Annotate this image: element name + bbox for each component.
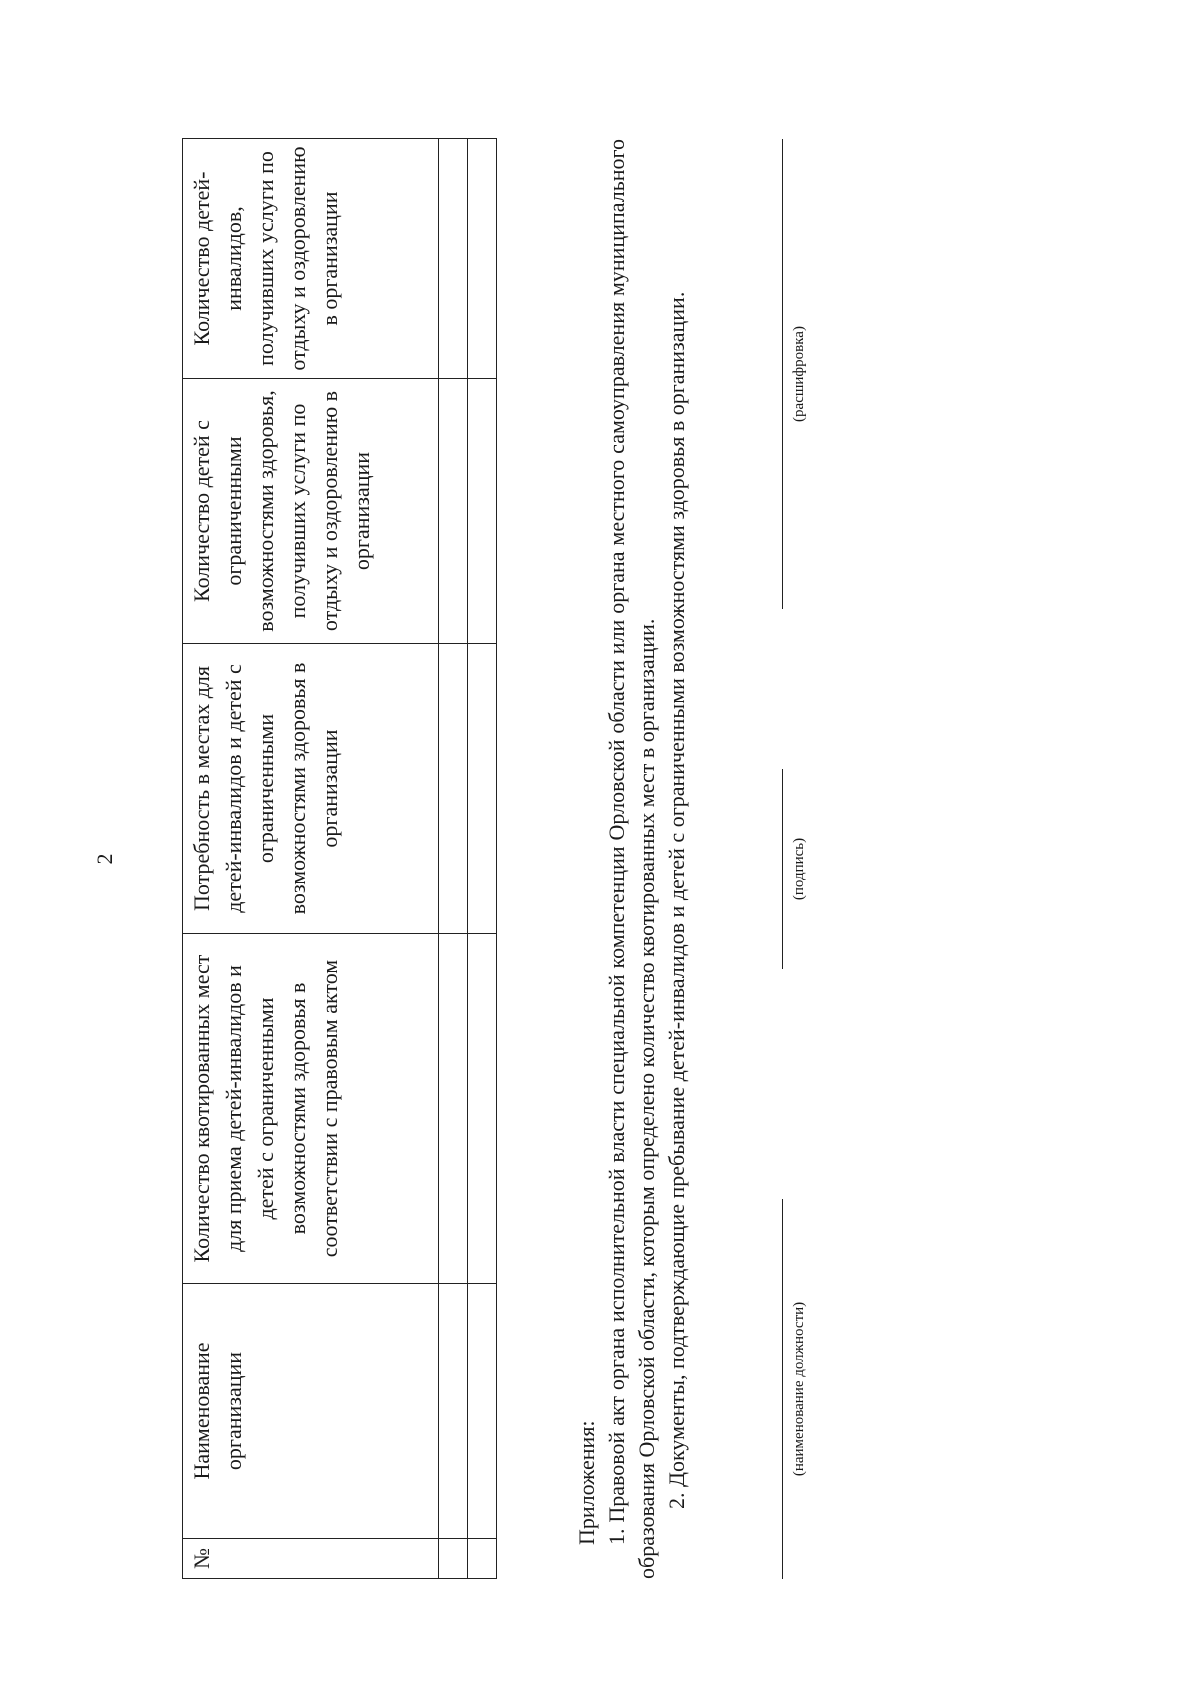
signature-caption: (подпись) xyxy=(791,837,807,901)
table-cell xyxy=(439,139,468,379)
position-caption: (наименование должности) xyxy=(791,1301,807,1477)
column-header-places-need: Потребность в местах для детей-инвалидов и детей с ограниченными возможностями здоровья в организации xyxy=(183,644,439,934)
landscape-page xyxy=(92,109,922,1609)
page-number: 2 xyxy=(92,853,117,865)
table-cell xyxy=(468,1284,497,1539)
table-cell xyxy=(468,139,497,379)
table-cell xyxy=(439,644,468,934)
table-row xyxy=(439,139,468,1579)
column-header-children-hlth-count: Количество детей с ограниченными возможностями здоровья, получивших услуги по отдыху и оздоровлению в организации xyxy=(183,379,439,644)
decoding-signature-line xyxy=(782,139,823,609)
table-cell xyxy=(439,1284,468,1539)
table-header-row xyxy=(183,139,439,1579)
table-cell xyxy=(468,644,497,934)
table-row xyxy=(468,139,497,1579)
table-cell xyxy=(439,379,468,644)
attachments-heading: Приложения: xyxy=(574,1420,599,1545)
table-cell xyxy=(468,379,497,644)
data-table xyxy=(182,138,497,1579)
signature-line xyxy=(782,769,823,969)
column-header-quota-places: Количество квотированных мест для приема детей-инвалидов и детей с ограниченными возможностями здоровья в соответствии с правовым актом xyxy=(183,934,439,1284)
column-header-number: № xyxy=(183,1539,439,1579)
table-cell xyxy=(468,1539,497,1579)
table-cell xyxy=(439,934,468,1284)
position-signature-line xyxy=(782,1199,823,1579)
column-header-organization: Наименование организации xyxy=(183,1284,439,1539)
attachments-section xyxy=(572,139,692,1579)
column-header-disabled-children-count: Количество детей-инвалидов, получивших услуги по отдыху и оздоровлению в организации xyxy=(183,139,439,379)
table-cell xyxy=(468,934,497,1284)
attachment-item-1: 1. Правовой акт органа исполнительной власти специальной компетенции Орловской области или органа местного самоуправления муниципального образования Орловской области, которым определено количество квотированных мест в организации. xyxy=(604,139,659,1579)
decoding-caption: (расшифровка) xyxy=(791,326,807,422)
attachment-item-2: 2. Документы, подтверждающие пребывание детей-инвалидов и детей с ограниченными возможностями здоровья в организации. xyxy=(664,291,689,1509)
table-cell xyxy=(439,1539,468,1579)
